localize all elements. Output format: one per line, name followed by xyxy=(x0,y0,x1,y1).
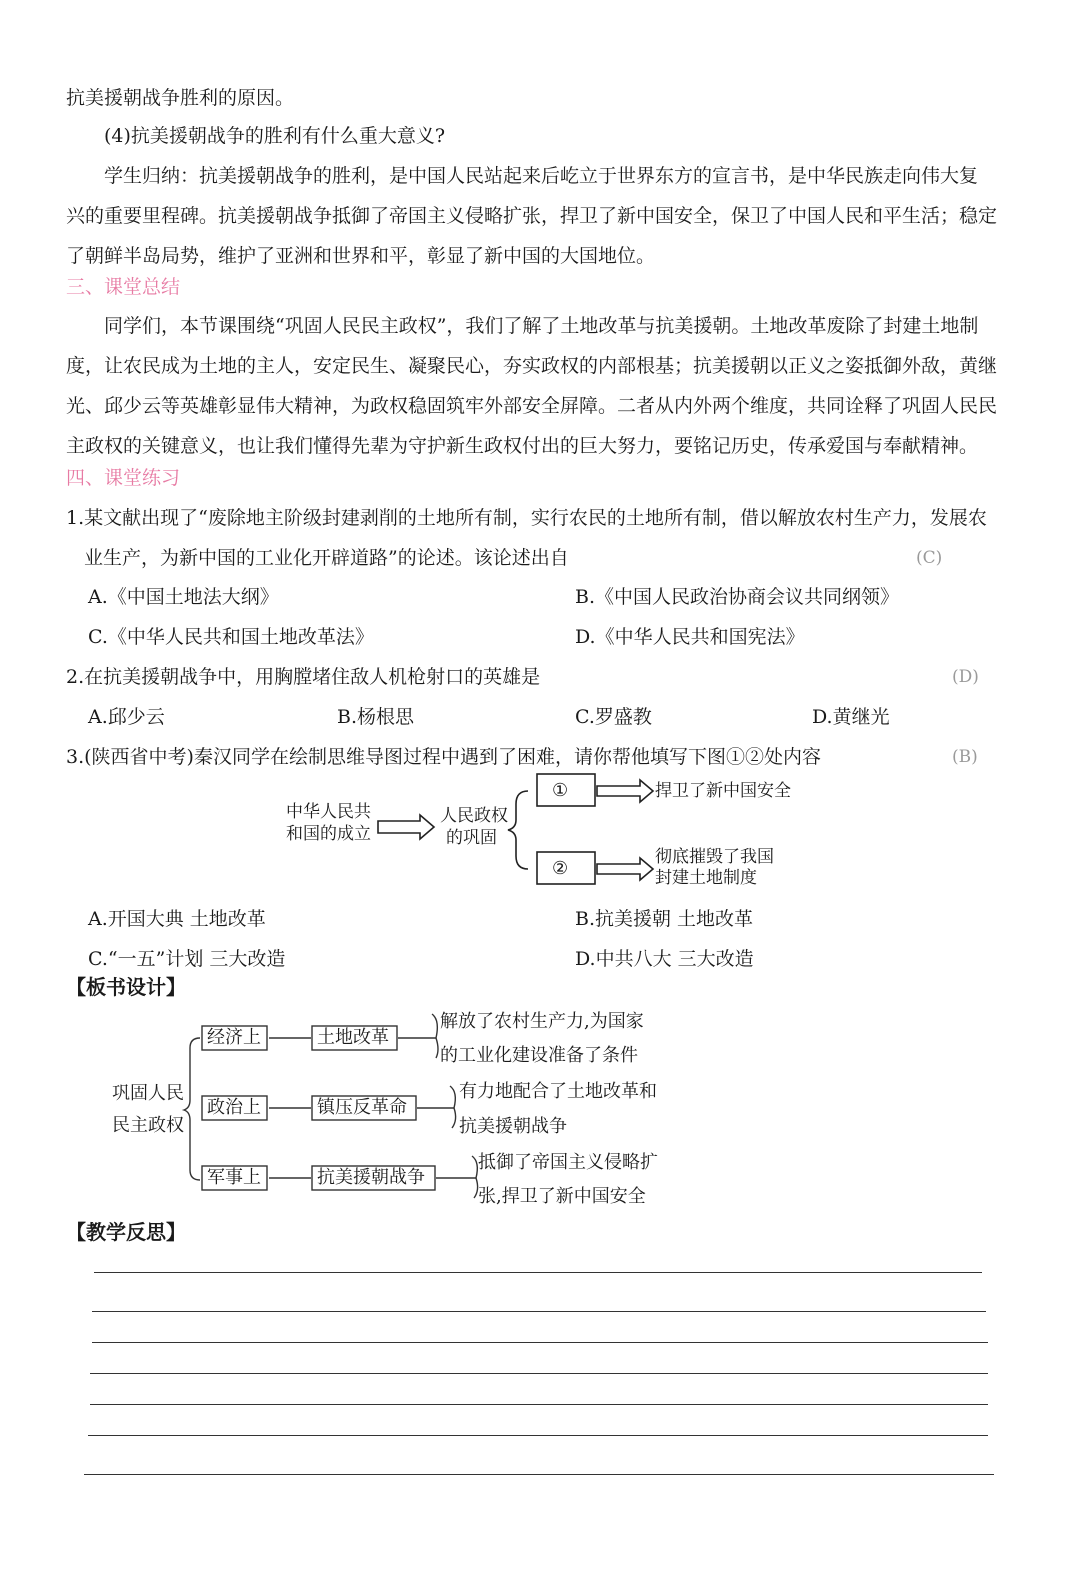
board-title: 【板书设计】 xyxy=(66,975,186,999)
diagram-box-2-label: ② xyxy=(552,858,569,879)
board-desc: 张,捍卫了新中国安全 xyxy=(478,1186,646,1207)
question-3-answer: (B) xyxy=(952,747,978,767)
arrow-right-icon xyxy=(378,815,434,839)
question-3-option: B.抗美援朝 土地改革 xyxy=(575,908,754,930)
writing-line xyxy=(90,1404,988,1405)
arrow-right-icon xyxy=(597,858,653,880)
question-1-option: A.《中国土地法大纲》 xyxy=(88,586,279,608)
section-3-line: 度，让农民成为土地的主人，安定民生、凝聚民心，夯实政权的内部根基；抗美援朝以正义之姿抵御外敌，黄继 xyxy=(66,355,998,377)
summary-line: 学生归纳：抗美援朝战争的胜利，是中国人民站起来后屹立于世界东方的宣言书，是中华民族走向伟大复 xyxy=(104,165,979,187)
question-1-option: C.《中华人民共和国土地改革法》 xyxy=(88,626,374,648)
board-category: 经济上 xyxy=(207,1027,261,1048)
board-desc: 解放了农村生产力,为国家 xyxy=(440,1011,644,1032)
board-root-label: 巩固人民 xyxy=(112,1083,184,1104)
board-item: 镇压反革命 xyxy=(317,1097,407,1118)
brace-icon xyxy=(508,791,528,869)
diagram-left-label: 和国的成立 xyxy=(286,824,371,844)
question-1-line: 业生产，为新中国的工业化开辟道路”的论述。该论述出自 xyxy=(84,547,569,569)
writing-line xyxy=(92,1311,986,1312)
question-4: (4)抗美援朝战争的胜利有什么重大意义? xyxy=(104,125,446,147)
brace-icon xyxy=(184,1038,200,1180)
question-1-option: B.《中国人民政治协商会议共同纲领》 xyxy=(575,586,900,608)
summary-line: 兴的重要里程碑。抗美援朝战争抵御了帝国主义侵略扩张，捍卫了新中国安全，保卫了中国人民和平生活；稳定 xyxy=(66,205,998,227)
board-desc: 有力地配合了土地改革和 xyxy=(459,1081,657,1102)
question-2-option: A.邱少云 xyxy=(88,706,165,728)
diagram-mid-label: 人民政权 xyxy=(440,806,508,826)
board-category: 政治上 xyxy=(207,1097,261,1118)
board-desc: 抵御了帝国主义侵略扩 xyxy=(478,1152,658,1173)
question-1-option: D.《中华人民共和国宪法》 xyxy=(575,626,805,648)
board-category: 军事上 xyxy=(207,1167,261,1188)
section-3-title: 三、课堂总结 xyxy=(66,276,181,298)
question-3-option: A.开国大典 土地改革 xyxy=(88,908,266,930)
section-3-line: 主政权的关键意义，也让我们懂得先辈为守护新生政权付出的巨大努力，要铭记历史，传承爱国与奉献精神。 xyxy=(66,435,979,457)
section-4-title: 四、课堂练习 xyxy=(66,467,181,489)
question-3-option: D.中共八大 三大改造 xyxy=(575,948,754,970)
summary-line: 了朝鲜半岛局势，维护了亚洲和世界和平，彰显了新中国的大国地位。 xyxy=(66,245,656,267)
board-item: 土地改革 xyxy=(317,1027,389,1048)
diagram-result-2: 封建土地制度 xyxy=(655,868,757,888)
diagram-box-1-label: ① xyxy=(552,780,569,801)
section-3-line: 同学们，本节课围绕“巩固人民民主政权”，我们了解了土地改革与抗美援朝。土地改革废除了封建土地制 xyxy=(104,315,979,337)
section-3-line: 光、邱少云等英雄彰显伟大精神，为政权稳固筑牢外部安全屏障。二者从内外两个维度，共同诠释了巩固人民民 xyxy=(66,395,998,417)
board-item: 抗美援朝战争 xyxy=(317,1167,425,1188)
intro-line: 抗美援朝战争胜利的原因。 xyxy=(66,87,295,109)
question-2-option: D.黄继光 xyxy=(812,706,890,728)
question-2-option: C.罗盛教 xyxy=(575,706,652,728)
question-2-answer: (D) xyxy=(952,667,979,687)
board-desc: 抗美援朝战争 xyxy=(459,1116,567,1137)
writing-line xyxy=(94,1272,982,1273)
writing-line xyxy=(88,1435,988,1436)
reflection-title: 【教学反思】 xyxy=(66,1220,186,1244)
question-3-text: 3.(陕西省中考)秦汉同学在绘制思维导图过程中遇到了困难，请你帮他填写下图①②处内容 xyxy=(66,746,821,768)
diagram-result-2: 彻底摧毁了我国 xyxy=(655,847,774,867)
writing-line xyxy=(92,1342,988,1343)
question-3-option: C.“一五”计划 三大改造 xyxy=(88,948,286,970)
question-2-text: 2.在抗美援朝战争中，用胸膛堵住敌人机枪射口的英雄是 xyxy=(66,666,541,688)
arrow-right-icon xyxy=(597,780,653,802)
writing-line xyxy=(84,1474,994,1475)
board-root-label: 民主政权 xyxy=(112,1115,184,1136)
board-desc: 的工业化建设准备了条件 xyxy=(440,1045,638,1066)
diagram-left-label: 中华人民共 xyxy=(286,802,371,822)
question-1-line: 1.某文献出现了“废除地主阶级封建剥削的土地所有制，实行农民的土地所有制，借以解放农村生产力，发展农 xyxy=(66,507,987,529)
writing-line xyxy=(90,1373,988,1374)
question-2-option: B.杨根思 xyxy=(337,706,415,728)
diagram-mid-label: 的巩固 xyxy=(446,828,497,848)
diagram-result-1: 捍卫了新中国安全 xyxy=(655,781,791,801)
question-1-answer: (C) xyxy=(916,548,943,568)
